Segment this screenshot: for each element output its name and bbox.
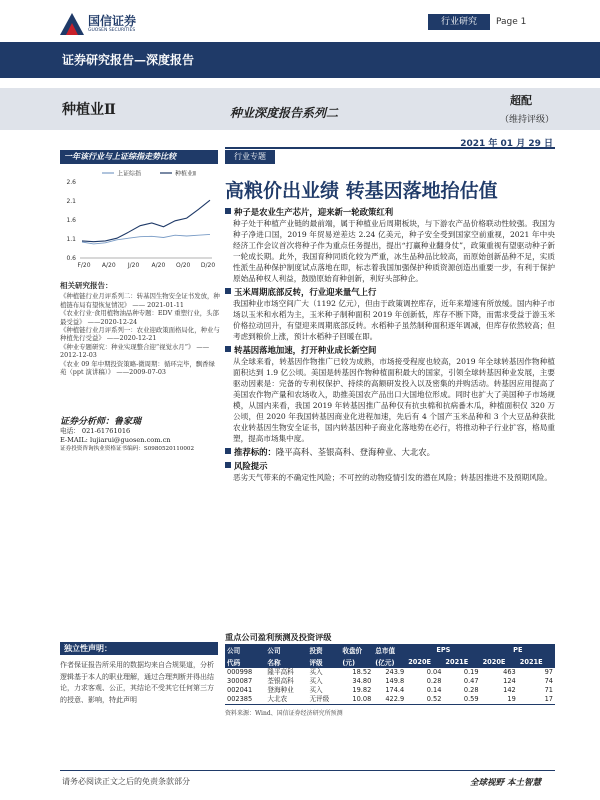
section-title: 玉米周期底部反转，行业迎来量气上行 [234,287,377,297]
footer-slogan: 全球视野 本土智慧 [470,778,541,788]
table-cell: 463 [503,668,516,676]
topic-tag: 行业专题 [225,150,275,164]
analyst-cert: 证券投资咨询执业资格证书编码：S0980520110002 [60,446,195,452]
table-cell: 登海种业 [267,686,294,694]
table-header: 公司 [265,644,307,656]
date-bar [225,136,555,149]
related-item: 《农业行业·食用植物油品种专题：EDV 重塑行业，头部最受益》 ——2020-12-24 [60,309,219,326]
table-row [225,677,555,686]
table-cell: 17 [518,695,555,705]
table-header: 公司 [225,644,265,656]
table-cell: 000998 [227,668,253,676]
section-text: 从全球来看，转基因作物推广已较为成熟，市场接受程度也较高，2019 年全球转基因作物种植面积达到 1.9 亿公顷。美国是转基因作物种植面积最大的国家，引领全球转基因种业发展，主要驱动因素是：完备的专利权保护、持续的高额研发投入以及密集的并购活动。转基因应用提高了美国农作物产量和农场收入，助推美国农产品出口大国地位形成。同时也扩大了美国种子市场规模，从国内来看，我国 2019 年转基因推广品种仅有抗虫棉和抗病番木瓜，种植面积仅 320 万公顷，但 2020 年我国转基因商业化进程加速，先后有 4 个国产玉米品种和 3 个大豆品种获批农业转基因生物安全证书，国内转基因种子商业化落地势在必行，将推动种子行业扩容，格局重塑，提高市场集中度。 [233,357,555,443]
main-body [225,206,555,485]
section [225,286,555,342]
table-subheader: 2020E [406,656,443,668]
x-tick-label: A/20 [151,262,166,269]
brand-logo [60,10,160,38]
table-header: 收盘价 [340,644,373,656]
forecast-table-title: 重点公司盈利预测及投资评级 [225,632,332,642]
analyst-email: E-MAIL: lujiarui@guosen.com.cn [60,436,171,444]
section [225,344,555,444]
table-row [225,668,555,677]
brand-name: 国信证券 [88,14,137,28]
picks-title: 推荐标的： [234,447,276,457]
table-cell: 71 [544,686,553,694]
risk-section [225,460,555,483]
analyst-name: 证券分析师：鲁家瑞 [60,417,142,427]
related-item: 《种业专题研究：种业实现整合迎“视觉水月”》 ——2012-12-03 [60,342,210,360]
table-subheader: 2020E [481,656,518,668]
table-cell: 18.52 [352,668,372,676]
x-tick-label: J/20 [127,262,140,269]
table-cell: 124 [503,677,516,685]
table-header: PE [481,644,555,656]
table-source: 资料来源：Wind、国信证券经济研究所预测 [225,710,343,717]
table-subheader: 2021E [443,656,480,668]
related-title: 相关研究报告： [60,281,113,290]
table-subheader: (亿元) [373,656,406,668]
section-text: 我国种业市场空间广大（1192 亿元），但由于政策调控库存，近年来增速有所放缓。国内种子市场以玉米和水稻为主，玉米种子制种面积 2019 年创新低，库存不断下降，而需求受益于游玉米价格拉动回升，有望迎来周期底部反转。水稻种子虽然制种面积逐年调减，但库存依然较高；但考虑到粮价上涨，预计水稻种子回暖在即。 [233,299,555,341]
forecast-table [225,644,555,705]
table-cell: 无评级 [307,695,340,705]
table-subheader-row [225,656,555,668]
report-category-badge: 行业研究 [428,14,490,30]
analyst-info [60,418,220,454]
related-item: 《农业 09 年中期投资策略-微周期：循环完毕，飘香绿苑（ppt 演讲稿）》 ——2009-07-03 [60,359,215,377]
table-subheader: 2021E [518,656,555,668]
bullet-icon [225,462,231,468]
table-cell: 174.4 [385,686,405,694]
x-tick-label: F/20 [77,262,91,269]
section-text: 种子处于种植产业链的最前端，属于种植业后周期板块，与下游农产品价格联动性较强。我国为种子净进口国，2019 年贸易逆差达 2.24 亿美元，种子安全受到国家空前重视，2021 年中央经济工作会议首次将种子作为重点任务提出，提出“打赢种业翻身仗”，政策重视有望驱动种子新一轮成长期。此外，我国育种同质化较为严重，冰生品种品比较高，而原始创新品种不足，实质性派生品种保护制度试点落地在即，标志着我国加强保护种质资源创造出重要一步，有利于保护原始品种权人利益，鼓励原始育种创新，利好头部种企。 [233,219,555,283]
related-item: 《种植链行业月评系列二：转基因生物安全证书发放，种植链布局有望恢复情况》 —— 2021-01-11 [60,292,220,309]
table-row [225,695,555,705]
table-cell: 买入 [309,668,323,676]
brand-logo-icon [60,13,84,35]
trend-chart [60,166,220,272]
bullet-icon [225,208,231,214]
table-cell: 0.28 [463,686,479,694]
y-tick-label: 1.1 [66,236,76,243]
report-date: 2021 年 01 月 29 日 [460,139,553,149]
table-cell: 买入 [309,686,323,694]
bullet-icon [225,288,231,294]
table-cell: 0.52 [406,695,443,705]
analyst-phone: 电话： 021-61761016 [60,427,131,435]
trend-chart-svg [60,166,220,272]
table-cell: 34.80 [352,677,372,685]
series-line [82,234,210,244]
table-cell: 97 [544,668,553,676]
table-header: 投资 [307,644,340,656]
table-header-row [225,644,555,656]
footer-divider [60,770,555,771]
table-row [225,686,555,695]
table-cell: 0.59 [443,695,480,705]
rating: 超配 [510,94,532,107]
table-cell: 422.9 [373,695,406,705]
footer-disclaimer: 请务必阅读正文之后的免责条款部分 [62,777,190,786]
section-title: 转基因落地加速，打开种业成长新空间 [234,345,377,355]
table-cell: 142 [503,686,516,694]
x-tick-label: A/20 [101,262,116,269]
risk-text: 恶劣天气带来的不确定性风险；不可控的动物疫情引发的潜在风险；转基因推进不及预期风险。 [233,473,552,482]
bullet-icon [225,448,231,454]
y-tick-label: 2.6 [66,179,76,186]
table-cell: 300087 [227,677,253,685]
brand-sub: GUOSEN SECURITIES [88,28,136,33]
table-subheader: 名称 [265,656,307,668]
table-subheader: 代码 [225,656,265,668]
table-cell: 0.04 [426,668,442,676]
table-cell: 0.14 [426,686,442,694]
table-cell: 隆平高科 [267,668,294,676]
table-cell: 002041 [227,686,253,694]
table-header: 总市值 [373,644,406,656]
section [225,206,555,284]
table-cell: 19 [481,695,518,705]
legend-label: 种植业Ⅱ [175,170,196,178]
page-number: Page 1 [496,17,527,27]
report-type-banner [0,42,600,78]
section-title: 种子是农业生产芯片，迎来新一轮政策红利 [234,207,394,217]
series-name: 种业深度报告系列二 [230,106,339,120]
x-tick-label: O/20 [176,262,191,269]
report-type: 证券研究报告—深度报告 [62,53,195,67]
chart-box-title: 一年该行业与上证综指走势比较 [60,150,218,164]
y-tick-label: 2.1 [66,198,76,205]
bullet-icon [225,346,231,352]
table-subheader: 评级 [307,656,340,668]
related-item: 《种植链行业月评系列一：农业迎政策面格局化，种业与种植先行受益》 ——2020-12-21 [60,326,220,343]
table-cell: 0.28 [426,677,442,685]
industry-name: 种植业Ⅱ [62,102,116,118]
table-subheader: (元) [340,656,373,668]
table-cell: 0.19 [463,668,479,676]
table-cell: 0.47 [463,677,479,685]
table-cell: 10.08 [340,695,373,705]
table-cell: 大北农 [265,695,307,705]
industry-band [0,88,600,130]
y-tick-label: 0.6 [66,255,76,262]
headline: 高粮价出业绩 转基因落地抬估值 [225,180,498,202]
table-cell: 149.8 [385,677,405,685]
related-reports [60,282,220,376]
table-header: EPS [406,644,480,656]
table-cell: 74 [544,677,553,685]
risk-title: 风险提示 [234,461,268,471]
legend-label: 上证综指 [117,170,142,178]
table-cell: 买入 [309,677,323,685]
table-cell: 荃银高科 [267,677,294,685]
independence-title: 独立性声明： [60,642,218,655]
table-cell: 002385 [225,695,265,705]
independence-text: 作者保证报告所采用的数据均来自合规渠道，分析逻辑基于本人的职业理解，通过合理判断并得出结论，力求客观、公正，其结论不受其它任何第三方的授意、影响，特此声明 [60,661,214,704]
x-tick-label: D/20 [200,262,216,269]
rating-note: （维持评级） [500,115,555,125]
y-tick-label: 1.6 [66,217,76,224]
table-cell: 243.9 [385,668,405,676]
table-cell: 19.82 [352,686,372,694]
picks-list: 隆平高科、荃银高科、登海种业、大北农。 [275,447,435,457]
picks-section [225,446,555,458]
